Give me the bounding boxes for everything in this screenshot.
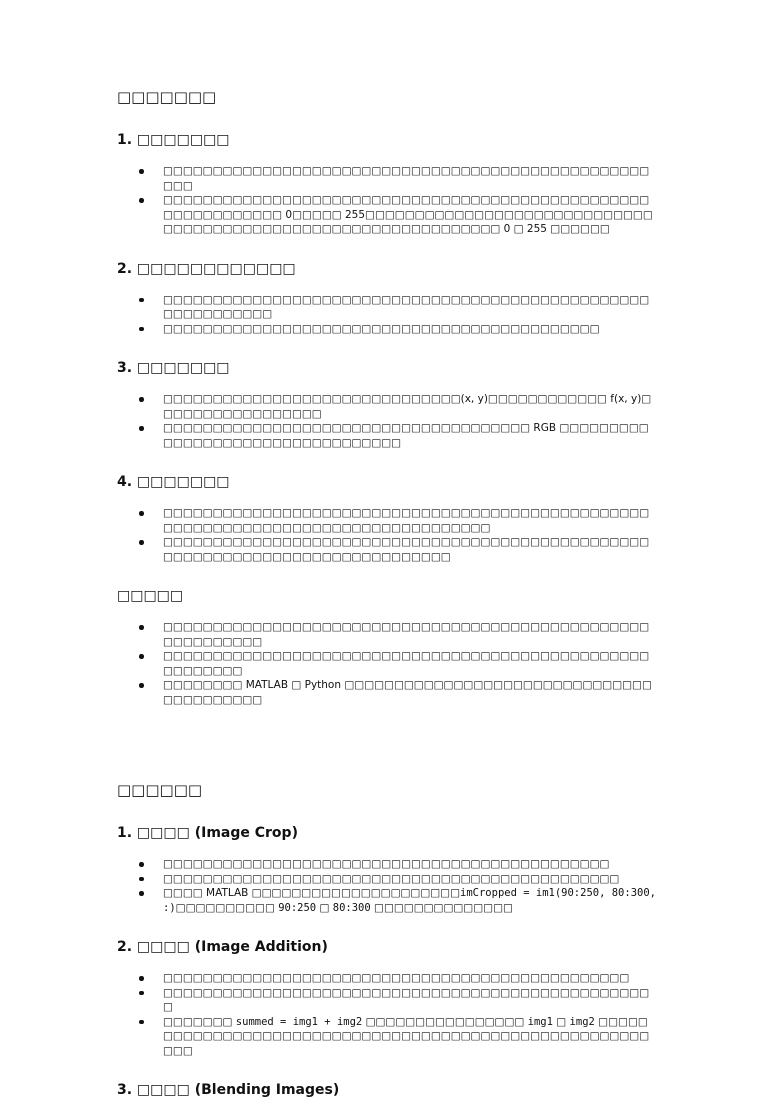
section-basic-concepts (117, 86, 657, 707)
inline-code: img2 (569, 1015, 595, 1028)
inline-code: imCropped = im1(90:250, 80:300, :) (163, 887, 656, 914)
list-item-text: □□□□□□□□□□□□□□ (370, 901, 513, 914)
subsection-heading: 4. □□□□□□□ (117, 474, 230, 490)
inline-code: 90:250 (278, 901, 317, 914)
list-item-text: □□□□□□□□□□□□□□□□□□□□□□□□□□□□□□(x, y)□□□□□□□□□□□□ f(x, y)□□□□□□□□□□□□□□□□□ (163, 393, 652, 420)
list-item (117, 1015, 657, 1059)
section-basic-concepts-title: □□□□□□□ (117, 88, 217, 106)
bullet-list (117, 293, 657, 337)
list-item (117, 164, 657, 193)
list-item-text: □□□□□□□□□□□□□□□□□□□□□□□□□□□□□□□□□□□□□□□□□□□□ (163, 322, 600, 335)
section-image-operations-title: □□□□□□ (117, 781, 203, 799)
subsection-heading: □□□□□ (117, 588, 184, 604)
subsection-heading: 1. □□□□□□□ (117, 132, 230, 148)
list-item (117, 421, 657, 450)
list-item (117, 886, 657, 915)
list-item-text: □□□□□□□□□□□□□□□□□□□□□□□□□□□□□□□□□□□□□□□□□□□□□□□□□□□□□□□□□ (163, 650, 650, 677)
list-item-text: □□□□□□□□□□□□□□□□□□□□□□□□□□□□□□□□□□□□□□□□□□□□□□□□□□□□□□□□□ (163, 1015, 650, 1057)
document-page (117, 86, 657, 1114)
list-item-text: □□□□□□□□□□□□□□□□ (362, 1015, 528, 1028)
list-item (117, 506, 657, 535)
inline-code: summed = img1 + img2 (235, 1015, 363, 1028)
list-item-text: □□□□□□□ (163, 1015, 236, 1028)
section-spacer (117, 729, 657, 779)
inline-code: img1 (527, 1015, 553, 1028)
list-item-text: □□□□□□□□□□□□□□□□□□□□□□□□□□□□□□□□□□□□□□□□□□□□□□□□□□□□□□□□□□□ (163, 621, 650, 648)
list-item (117, 293, 657, 322)
list-item-text: □□□□□□□□□□□□□□□□□□□□□□□□□□□□□□□□□□□□□□□□□□□□□ (163, 858, 610, 870)
list-item-text: □□□□□□□□□□□□□□□□□□□□□□□□□□□□□□□□□□□□□□□□□□□□□□□□□□□□ (163, 165, 650, 192)
subsection-heading: 1. □□□□ (Image Crop) (117, 825, 298, 841)
subsection-heading: 2. □□□□□□□□□□□□ (117, 260, 296, 277)
list-item (117, 872, 657, 887)
list-item-text: □□□□□□□□□□□□□□□□□□□□□□□□□□□□□□□□□□□□□□□□□□□□□□□ (163, 972, 630, 984)
bullet-list (117, 971, 657, 1058)
list-item (117, 322, 657, 337)
list-item-text: □□□□□□□□□□□□□□□□□□□□□□□□□□□□□□□□□□□□□□□□□□□□□□□□□□□□□□□□□□□□ (163, 293, 650, 320)
subsection-heading: 3. □□□□□□□ (117, 360, 230, 376)
list-item-text: □□□□□□□□□□□□□□□□□□□□□□□□□□□□□□□□□□□□□ RGB □□□□□□□□□□□□□□□□□□□□□□□□□□□□□□□□□ (163, 422, 649, 449)
bullet-list (117, 620, 657, 707)
list-item-text: □ (552, 1015, 570, 1028)
bullet-list (117, 392, 657, 450)
list-item-text: □□□□□□□□ MATLAB □ Python □□□□□□□□□□□□□□□□□□□□□□□□□□□□□□□□□□□□□□□□□ (163, 679, 652, 706)
section-image-operations (117, 779, 657, 1100)
list-item (117, 649, 657, 678)
list-item (117, 193, 657, 237)
bullet-list (117, 506, 657, 564)
list-item-text: □□□□□□□□□□□□□□□□□□□□□□□□□□□□□□□□□□□□□□□□□□□□□□□□□□ (163, 986, 650, 1013)
list-item (117, 678, 657, 707)
inline-code: 80:300 (332, 901, 371, 914)
bullet-list (117, 857, 657, 915)
list-item (117, 857, 657, 872)
list-item-text: □□□□□□□□□□ (175, 901, 279, 914)
list-item (117, 392, 657, 421)
list-item-text: □□□□ MATLAB □□□□□□□□□□□□□□□□□□□□□ (163, 887, 461, 899)
list-item-text: □□□□□□□□□□□□□□□□□□□□□□□□□□□□□□□□□□□□□□□□□□□□□□ (163, 872, 620, 885)
list-item (117, 986, 657, 1015)
list-item (117, 535, 657, 564)
list-item-text: □□□□□□□□□□□□□□□□□□□□□□□□□□□□□□□□□□□□□□□□□□□□□□□□□□□□□□□□□□□□□□□□□□□□□□□□□□□□□□□□□□ (163, 507, 650, 534)
bullet-list (117, 164, 657, 237)
list-item (117, 620, 657, 649)
list-item-text: □ (316, 901, 333, 914)
subsection-heading: 2. □□□□ (Image Addition) (117, 939, 328, 955)
list-item-text: □□□□□□□□□□□□□□□□□□□□□□□□□□□□□□□□□□□□□□□□□□□□□□□□□□□□□□□□□□□□□□□□□□□□□□□□□□□□□□ (163, 536, 650, 563)
subsection-heading: 3. □□□□ (Blending Images) (117, 1082, 340, 1098)
list-item (117, 971, 657, 986)
list-item-text: □□□□□□□□□□□□□□□□□□□□□□□□□□□□□□□□□□□□□□□□□□□□□□□□□□□□□□□□□□□□□ 0□□□□□ 255□□□□□□□□□□□□□□□□□□□□□□□□□□□□□□□□□□□□□□□□□□□□□□□□□□□□□□□□□□□□□□□ 0 □ 255 □□□□□□ (163, 194, 653, 235)
